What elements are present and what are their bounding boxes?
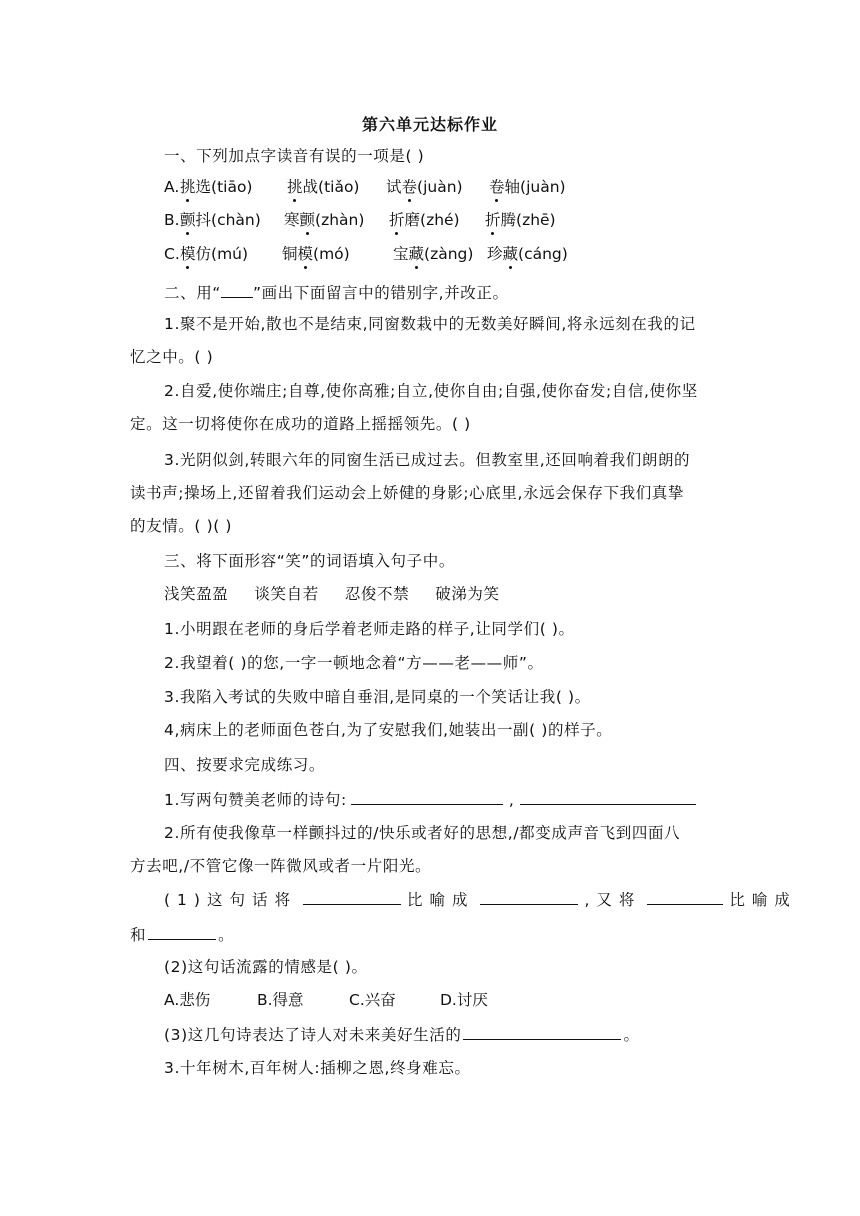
q1-option-letter: C.: [164, 245, 180, 263]
q4-item-1: 1.写两句赞美老师的诗句: ,: [164, 789, 696, 810]
q1-option-letter: B.: [164, 211, 180, 229]
choice-option: D.讨厌: [440, 991, 488, 1009]
q2-stem: 二、用“ ”画出下面留言中的错别字,并改正。: [164, 284, 509, 302]
word-bank-item: 浅笑盈盈: [164, 585, 229, 603]
q1-option-letter: A.: [164, 178, 180, 196]
q3-sentence: 3.我陷入考试的失败中暗自垂泪,是同桌的一个笑话让我( )。: [164, 688, 591, 706]
word-bank-item: 谈笑自若: [254, 585, 319, 603]
q1-option-item: 铜模(mó): [282, 245, 350, 263]
q1-option-item: 折磨(zhé): [389, 211, 460, 229]
q1-option-item: 挑战(tiǎo): [287, 178, 360, 196]
word-bank-item: 破涕为笑: [435, 585, 500, 603]
q2-passage-1-line: 1.聚不是开始,散也不是结束,同窗数栽中的无数美好瞬间,将永远刻在我的记: [164, 315, 696, 333]
q4-item-2-line: 2.所有使我像草一样颤抖过的/快乐或者好的思想,/都变成声音飞到四面八: [164, 824, 681, 842]
q2-passage-2-line: 2.自爱,使你端庄;自尊,使你高雅;自立,使你自由;自强,使你奋发;自信,使你坚: [164, 382, 698, 400]
answer-blank[interactable]: [480, 889, 578, 905]
choice-option: B.得意: [257, 991, 304, 1009]
q1-option-item: 宝藏(zàng): [393, 245, 474, 263]
q2-passage-1-line: 忆之中。( ): [130, 348, 214, 366]
q2-passage-3-line: 3.光阴似剑,转眼六年的同窗生活已成过去。但教室里,还回响着我们朗朗的: [164, 451, 691, 469]
q1-option-item: 试卷(juàn): [386, 178, 463, 196]
word-bank-item: 忍俊不禁: [344, 585, 410, 603]
choice-option: A.悲伤: [164, 991, 211, 1009]
underline-sample: [221, 282, 253, 298]
q2-passage-3-line: 读书声;操场上,还留着我们运动会上娇健的身影;心底里,永远会保存下我们真挚: [130, 484, 685, 502]
q4-sub-1-cont: 和 。: [130, 926, 235, 944]
q1-option-item: 折腾(zhē): [485, 211, 556, 229]
q2-passage-3-line: 的友情。( )( ): [130, 517, 233, 535]
q3-sentence: 4,病床上的老师面色苍白,为了安慰我们,她装出一副( )的样子。: [164, 721, 613, 739]
answer-blank[interactable]: [647, 889, 723, 905]
answer-blank[interactable]: [463, 1024, 621, 1040]
q4-sub-2: (2)这句话流露的情感是( )。: [164, 958, 368, 976]
q2-passage-2-line: 定。这一切将使你在成功的道路上摇摇领先。( ): [130, 415, 471, 433]
answer-blank[interactable]: [520, 789, 696, 805]
answer-blank[interactable]: [351, 789, 503, 805]
q4-stem: 四、按要求完成练习。: [164, 756, 326, 774]
q1-stem: 一、下列加点字读音有误的一项是( ): [164, 147, 425, 165]
q4-sub-1: (1)这句话将 比喻成 ,又将 比喻成: [164, 891, 797, 909]
q1-option-item: 珍藏(cáng): [487, 245, 568, 263]
q3-sentence: 1.小明跟在老师的身后学着老师走路的样子,让同学们( )。: [164, 620, 575, 638]
q3-stem: 三、将下面形容“笑”的词语填入句子中。: [164, 552, 455, 570]
q3-sentence: 2.我望着( )的您,一字一顿地念着“方——老——师”。: [164, 654, 544, 672]
page-title: 第六单元达标作业: [361, 115, 498, 134]
q1-option-item: 卷轴(juàn): [489, 178, 566, 196]
q1-option-item: 挑选(tiāo): [180, 178, 253, 196]
answer-blank[interactable]: [148, 924, 216, 940]
q4-item-2-line: 方去吧,/不管它像一阵微风或者一片阳光。: [130, 857, 432, 875]
q4-sub-3: (3)这几句诗表达了诗人对未来美好生活的 。: [164, 1026, 640, 1044]
q3-word-bank: [164, 584, 526, 604]
q1-option-item: 颤抖(chàn): [180, 211, 261, 229]
q1-option-item: 模仿(mú): [180, 245, 249, 263]
choice-option: C.兴奋: [349, 991, 396, 1009]
q1-option-item: 寒颤(zhàn): [284, 211, 365, 229]
answer-blank[interactable]: [303, 889, 401, 905]
q4-item-3: 3.十年树木,百年树人:插柳之恩,终身难忘。: [164, 1059, 471, 1077]
